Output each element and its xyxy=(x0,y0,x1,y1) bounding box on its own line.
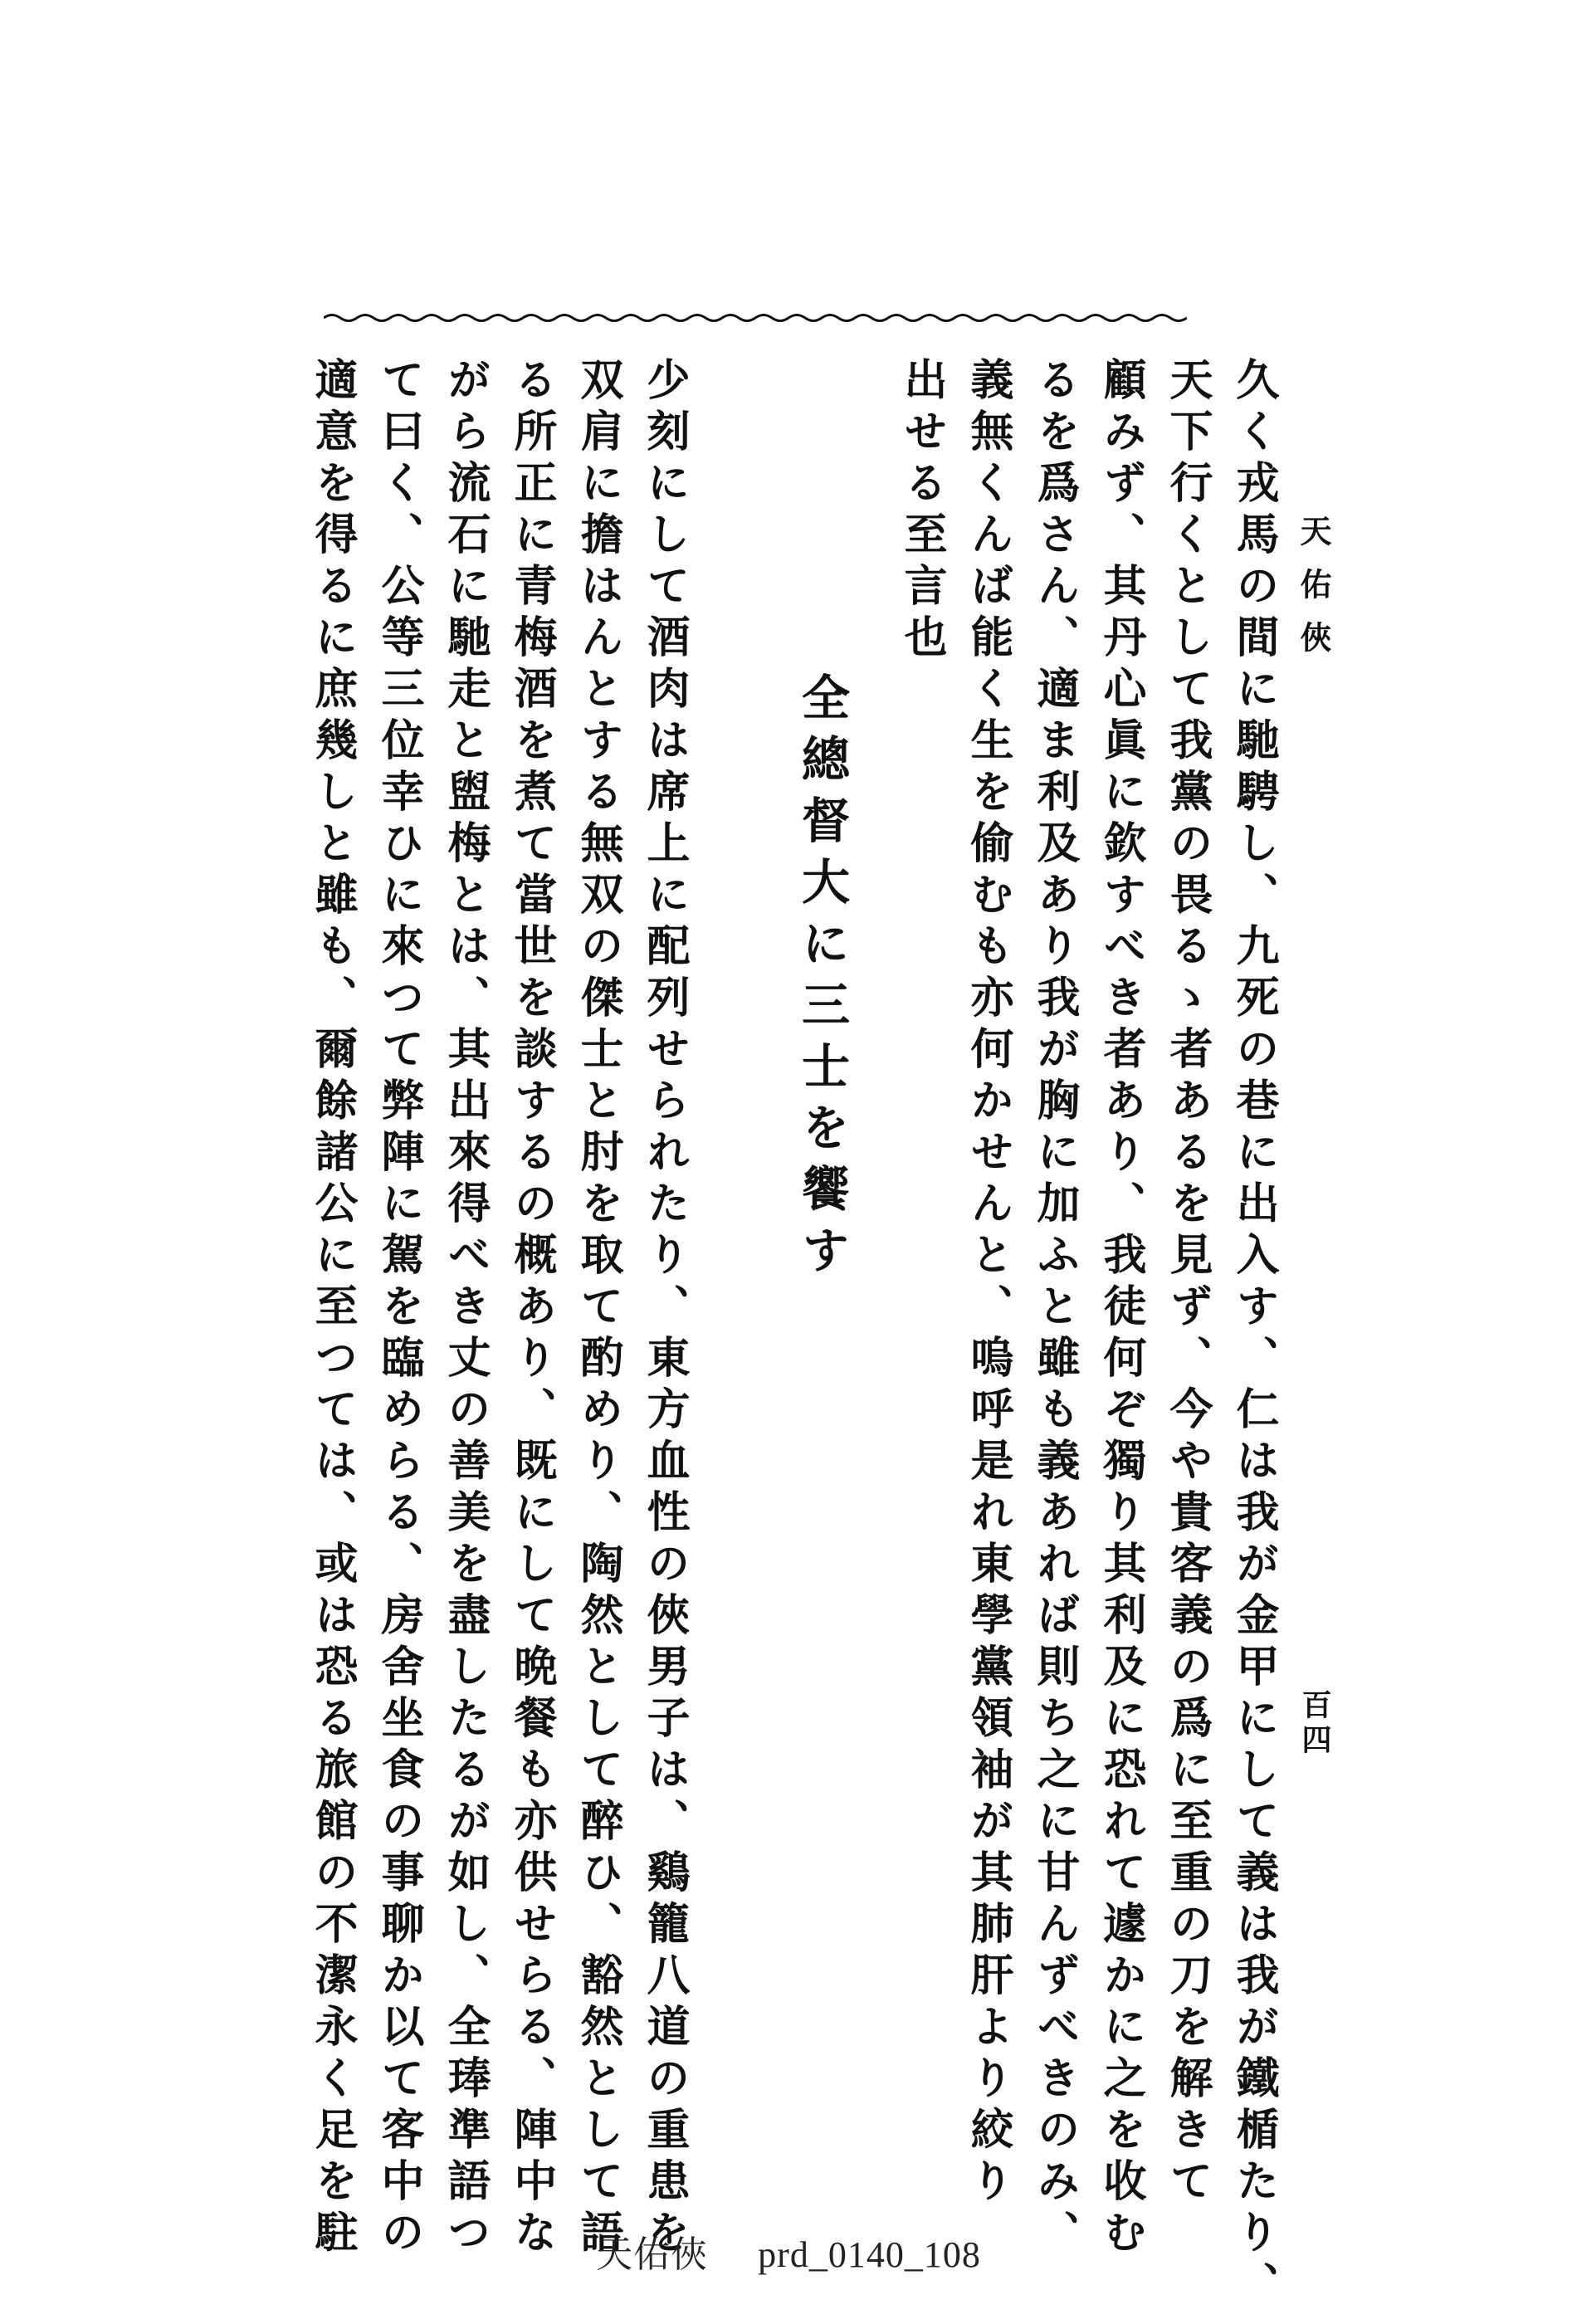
text-line: 少刻にして酒肉は席上に配列せられたり、東方血性の俠男子は、鷄籠八道の重患を xyxy=(639,357,690,2261)
section-gap xyxy=(697,357,730,2034)
section-heading: 全總督大に三士を饗す xyxy=(793,672,850,1286)
footer-title: 天佑俠 xyxy=(596,2234,709,2275)
page-footer xyxy=(0,2224,1577,2278)
running-title: 天佑俠 xyxy=(1295,515,1332,674)
text-line: がら流石に馳走と盥梅とは、其出來得べき丈の善美を盡したるが如し、全琫準語つ xyxy=(440,357,491,2261)
text-line: 久く戎馬の間に馳騁し、九死の巷に出入す、仁は我が金甲にして義は我が鐵楯たり、 xyxy=(1228,357,1279,2312)
text-line: て曰く、公等三位幸ひに來つて弊陣に駕を臨めらる、房舍坐食の事聊か以て客中の xyxy=(374,357,424,2261)
page-number: 百四 xyxy=(1297,1689,1332,1759)
text-line: 出せる至言也 xyxy=(896,357,947,666)
text-line: 義無くんば能く生を偷むも亦何かせんと、嗚呼是れ東學黨領袖が其肺肝より絞り xyxy=(963,357,1013,2209)
section-gap xyxy=(855,357,888,2034)
text-line: 適意を得るに庶幾しと雖も、爾餘諸公に至つては、或は恐る旅館の不潔永く足を駐 xyxy=(307,357,358,2261)
footer-code: prd_0140_108 xyxy=(758,2234,981,2275)
text-line: 天下行くとして我黨の畏るゝ者あるを見ず、今や貴客義の爲に至重の刀を解きて xyxy=(1162,357,1213,2209)
text-line: る所正に青梅酒を煮て當世を談するの概あり、既にして晩餐も亦供せらる、陣中な xyxy=(506,357,557,2261)
section-divider-rule xyxy=(324,309,1187,327)
text-line: 顧みず、其丹心眞に欽すべき者あり、我徒何ぞ獨り其利及に恐れて遽かに之を收む xyxy=(1096,357,1146,2261)
text-line: るを爲さん、適ま利及あり我が胸に加ふと雖も義あれば則ち之に甘んずべきのみ、 xyxy=(1029,357,1080,2261)
text-line: 双肩に擔はんとする無双の傑士と肘を取て酌めり、陶然として醉ひ、豁然として語 xyxy=(573,357,623,2261)
